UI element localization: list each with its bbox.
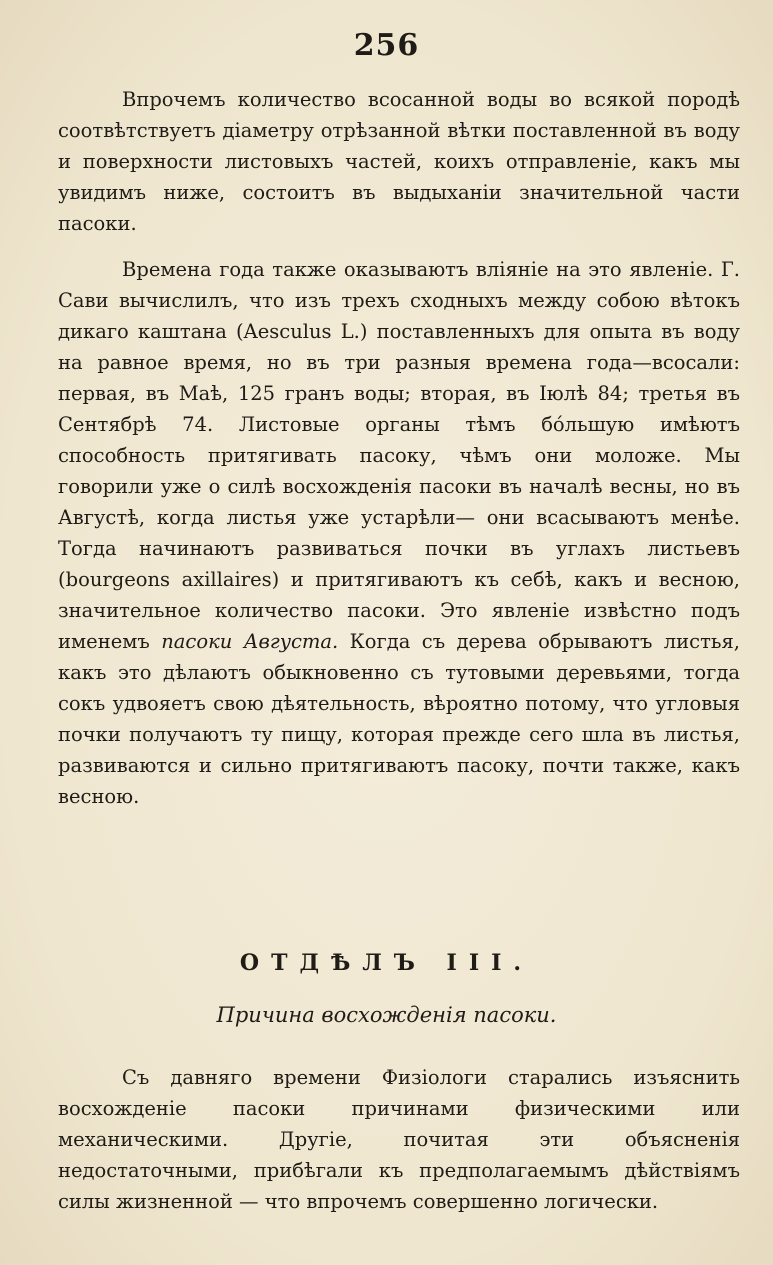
page-number: 256 xyxy=(353,28,420,63)
paragraph-1: Впрочемъ количество всосанной воды во всякой породѣ соотвѣтствуетъ діаметру отрѣзанной вѣтки поставленной въ воду и поверхности листовыхъ частей, коихъ отправленіе, какъ мы увидимъ ниже, состоитъ въ выдыханіи значительной части пасоки. xyxy=(58,88,740,235)
section-subtitle: Причина восхожденія пасоки. xyxy=(216,1003,557,1027)
paragraph-3-block xyxy=(58,1062,740,1217)
paragraph-2 xyxy=(58,254,740,812)
paragraph-2-text-start: Времена года также оказываютъ вліяніе на это явленіе. Г. Сави вычислилъ, что изъ трехъ сходныхъ между собою вѣтокъ дикаго каштана (Aesculus L.) поставленныхъ для опыта въ воду на равное время, но въ три разныя времена года—всосали: первая, въ Маѣ, 125 гранъ воды; вторая, въ Іюлѣ 84; третья въ Сентябрѣ 74. Листовые органы тѣмъ бо́льшую имѣютъ способность притягивать пасоку, чѣмъ они моложе. Мы говорили уже о силѣ восхожденія пасоки въ началѣ весны, но въ Августѣ, когда листья уже устарѣли— они всасываютъ менѣе. Тогда начинаютъ развиваться почки въ углахъ листьевъ (bourgeons axillaires) и притягиваютъ къ себѣ, какъ и весною, значительное количество пасоки. Это явленіе извѣстно подъ именемъ xyxy=(58,258,740,653)
paragraph-2-block xyxy=(58,254,740,812)
paragraph-3: Съ давняго времени Физіологи старались изъяснить восхожденіе пасоки причинами физическими или механическими. Другіе, почитая эти объясненія недостаточными, прибѣгали къ предполагаемымъ дѣйствіямъ силы жизненной — что впрочемъ совершенно логически. xyxy=(58,1066,740,1213)
paragraph-2-text-end: Когда съ дерева обрываютъ листья, какъ это дѣлаютъ обыкновенно съ тутовыми деревьями, тогда сокъ удвояетъ свою дѣятельность, вѣроятно потому, что угловыя почки получаютъ ту пищу, которая прежде сего шла въ листья, развиваются и сильно притягиваютъ пасоку, почти также, какъ весною. xyxy=(58,630,740,808)
paragraph-1-block xyxy=(58,84,740,239)
paragraph-2-italic-term: пасоки Августа. xyxy=(161,630,339,653)
section-heading: ОТДѢЛЪ III. xyxy=(239,950,534,976)
